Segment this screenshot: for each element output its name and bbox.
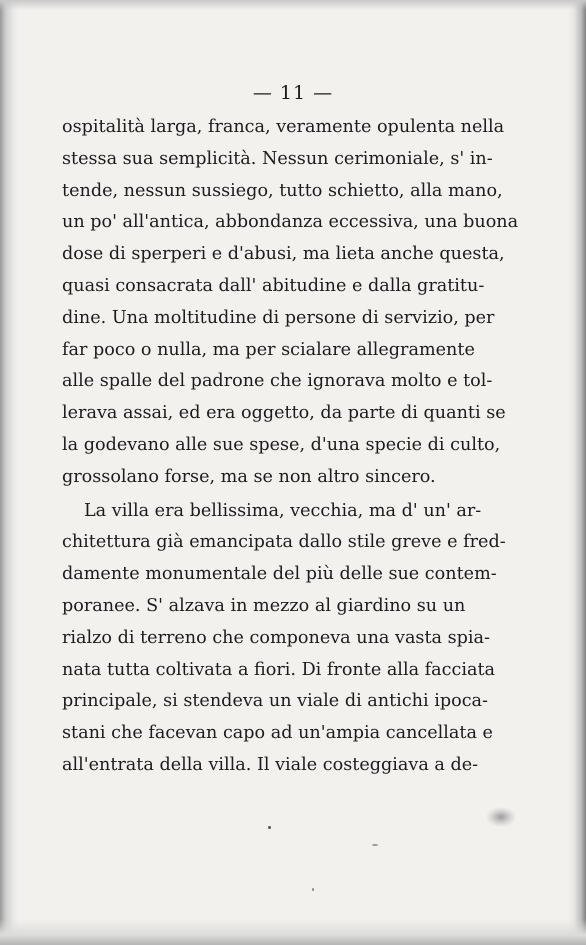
scan-speck [268,826,271,829]
text-line: principale, si stendeva un viale di antichi ipoca- [62,691,488,712]
text-line: damente monumentale del più delle sue contem- [62,564,497,585]
text-line: un po' all'antica, abbondanza eccessiva, una buona [62,212,519,233]
page-number: — 11 — [252,82,334,104]
text-line: all'entrata della villa. Il viale costeggiava a de- [62,754,479,775]
text-line: grossolano forse, ma se non altro sincero. [62,466,436,487]
text-line: stessa sua semplicità. Nessun cerimoniale, s' in- [62,148,493,169]
scan-speck [372,844,378,846]
text-line: rialzo di terreno che componeva una vasta spia- [62,627,490,648]
body-text [62,112,519,782]
text-line: poranee. S' alzava in mezzo al giardino su un [62,595,466,616]
text-line: alle spalle del padrone che ignorava molto e tol- [62,371,493,392]
scan-speck [312,888,314,891]
text-line: tende, nessun sussiego, tutto schietto, alla mano, [62,180,503,201]
text-line: La villa era bellissima, vecchia, ma d' un' ar- [84,500,482,521]
text-line: quasi consacrata dall' abitudine e dalla gratitu- [62,275,485,296]
scan-edge-left [0,0,20,945]
text-line: chitettura già emancipata dallo stile greve e fred- [62,532,506,553]
text-line: stani che facevan capo ad un'ampia cancellata e [62,723,493,744]
text-line: dose di sperperi e d'abusi, ma lieta anche questa, [62,244,505,265]
text-line: dine. Una moltitudine di persone di servizio, per [62,307,495,328]
text-line: la godevano alle sue spese, d'una specie di culto, [62,434,501,455]
text-line: nata tutta coltivata a fiori. Di fronte alla facciata [62,659,496,680]
scan-edge-top [0,0,586,10]
scan-smudge [486,807,516,827]
text-line: ospitalità larga, franca, veramente opulenta nella [62,117,505,137]
text-line: far poco o nulla, ma per scialare allegramente [62,339,475,360]
scan-edge-bottom [0,919,586,945]
scan-edge-right [568,0,586,945]
text-line: lerava assai, ed era oggetto, da parte di quanti se [62,403,506,424]
